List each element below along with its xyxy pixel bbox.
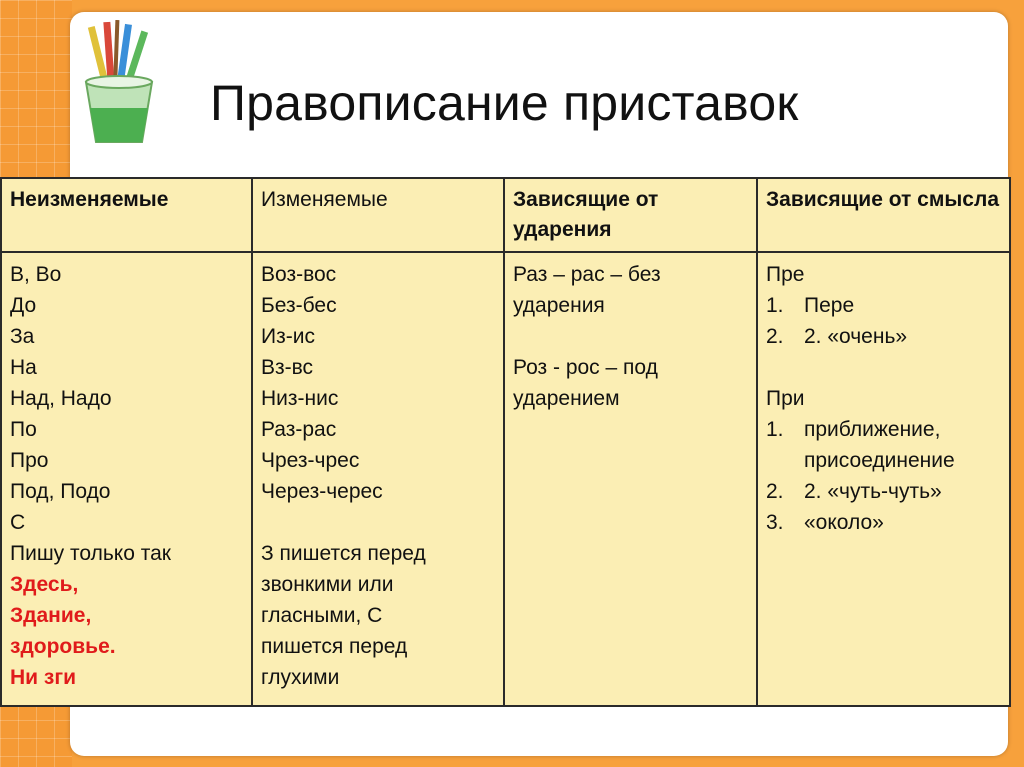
list-item: 1. приближение, [766,418,941,441]
list-item: Воз-вос [261,263,337,286]
list-item: До [10,294,37,317]
list-item: Над, Надо [10,387,112,410]
prefix-table [0,177,1011,707]
list-item: Из-ис [261,325,315,348]
header-stress-dependent: Зависящие от ударения [504,178,757,252]
rule-note: пишется перед [261,635,408,658]
cell-meaning-dependent [757,252,1010,706]
spacer [766,352,1001,383]
list-item: 2. 2. «чуть-чуть» [766,480,942,503]
rule-text: Раз – рас – без [513,263,661,286]
list-item: По [10,418,37,441]
prefix-pri-title: При [766,387,805,410]
rule-note: З пишется перед [261,542,426,565]
rule-text: ударения [513,294,605,317]
list-item: На [10,356,37,379]
cell-unchangeable [1,252,252,706]
table-body-row [1,252,1010,706]
list-item: В, Во [10,263,62,286]
header-changeable: Изменяемые [252,178,504,252]
pencil-cup-icon [76,20,162,150]
list-item: Чрез-чрес [261,449,360,472]
list-item: Про [10,449,49,472]
list-item: 2. 2. «очень» [766,325,908,348]
exception-item: Ни зги [10,666,77,689]
rule-text: ударением [513,387,620,410]
exception-item: Здесь, [10,573,79,596]
rule-text: Роз - рос – под [513,356,658,379]
list-item-continuation: присоединение [804,449,955,472]
header-unchangeable: Неизменяемые [1,178,252,252]
spacer [513,321,748,352]
list-item: Раз-рас [261,418,337,441]
list-item: Вз-вс [261,356,314,379]
prefix-pre-title: Пре [766,263,805,286]
exception-item: здоровье. [10,635,116,658]
list-item: Под, Подо [10,480,111,503]
rule-note: звонкими или [261,573,394,596]
spacer [261,507,495,538]
exception-item: Здание, [10,604,92,627]
rule-note: гласными, С [261,604,383,627]
list-item: Через-черес [261,480,383,503]
page-title: Правописание приставок [210,75,799,131]
list-item: За [10,325,35,348]
table-header-row [1,178,1010,252]
list-item: Низ-нис [261,387,339,410]
cell-changeable [252,252,504,706]
cell-stress-dependent [504,252,757,706]
list-item: Пишу только так [10,542,171,565]
list-item: 1. Пере [766,294,855,317]
list-item: 3. «около» [766,511,884,534]
list-item: Без-бес [261,294,337,317]
list-item: С [10,511,26,534]
rule-note: глухими [261,666,340,689]
header-meaning-dependent: Зависящие от смысла [757,178,1010,252]
